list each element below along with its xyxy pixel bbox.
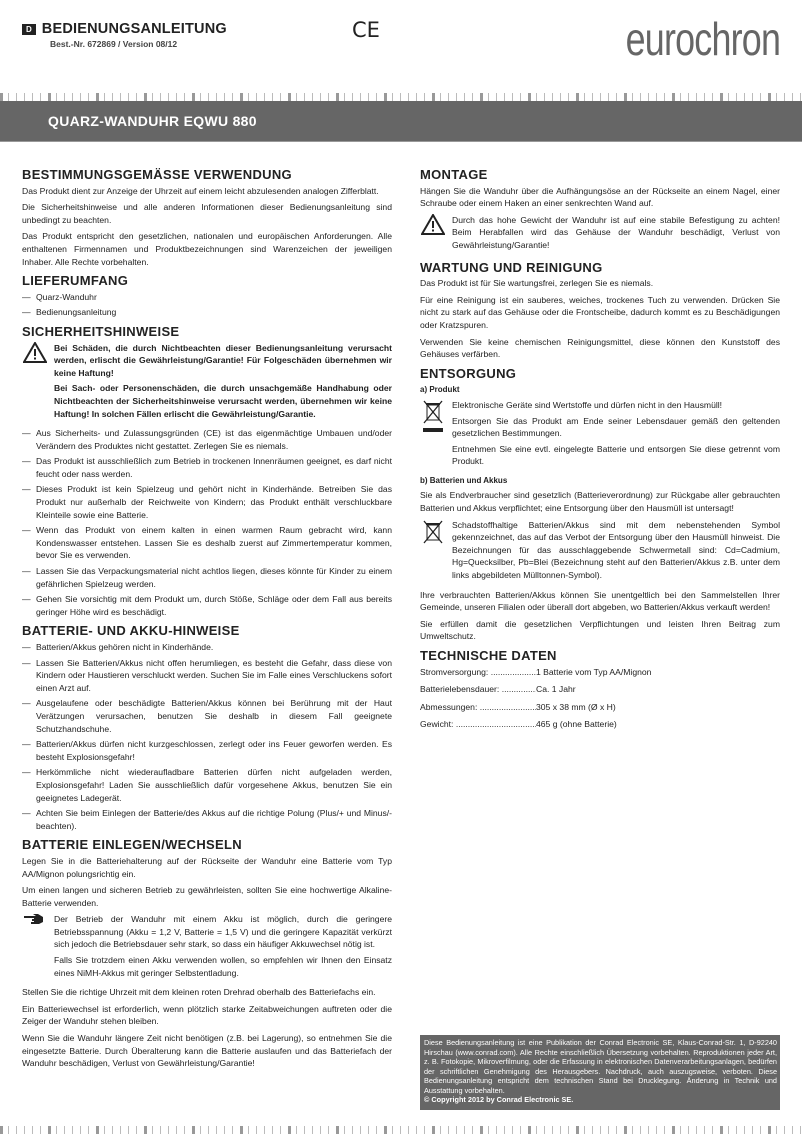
note-paragraph: Bei Sach- oder Personenschäden, die durch unsachgemäße Handhabung oder Nichtbeachten der Sicherheitshinweise verursacht werden, übernehmen wir keine Haftung! In solchen Fällen erlischt die Gewährleistung/Garantie. [54, 383, 392, 419]
section-heading: SICHERHEITSHINWEISE [22, 323, 180, 339]
list-item [22, 427, 392, 452]
list-item-text: Wenn das Produkt von einem kalten in einen warmen Raum gebracht wird, kann Kondenswasser entstehen. Lassen Sie es deshalb zuerst auf Zimmertemperatur kommen, bevor Sie es verwenden. [36, 525, 392, 561]
list-item [22, 593, 392, 618]
list-item [22, 565, 392, 590]
order-number: Best.-Nr. 672869 / Version 08/12 [50, 39, 178, 49]
list-item-text: Achten Sie beim Einlegen der Batterie/des Akkus auf die richtige Polung (Plus/+ und Minus/- beachten). [36, 808, 392, 831]
ruler-divider-bottom [0, 1126, 802, 1134]
list-item-text: Batterien/Akkus gehören nicht in Kinderhände. [36, 642, 214, 652]
note-paragraph: Durch das hohe Gewicht der Wanduhr ist auf eine stabile Befestigung zu achten! Beim Herabfallen wird das Gehäuse der Wanduhr beschädigt, Verlust von Gewährleistung/Garantie! [452, 214, 780, 250]
paragraph: Sie als Endverbraucher sind gesetzlich (Batterieverordnung) zur Rückgabe aller gebrauchten Batterien und Akkus verpflichtet; eine Entsorgung über den Hausmüll ist untersagt! [420, 490, 780, 514]
note-paragraph: Entsorgen Sie das Produkt am Ende seiner Lebensdauer gemäß den geltenden gesetzlichen Bestimmungen. [452, 415, 780, 439]
header-label [22, 21, 227, 37]
spec-row [420, 701, 780, 714]
spec-label: Gewicht: ..... [420, 718, 536, 731]
paragraph: Verwenden Sie keine chemischen Reinigungsmittel, diese können den Kunststoff des Gehäuses verfärben. [420, 336, 780, 360]
paragraph: Das Produkt dient zur Anzeige der Uhrzeit auf einem leicht abzulesenden analogen Zifferblatt. [22, 185, 379, 196]
warning-note [420, 214, 780, 255]
paragraph: Hängen Sie die Wanduhr über die Aufhängungsöse an der Rückseite an einem Nagel, einer Schraube oder einem Haken an einer senkrechten Wand auf. [420, 185, 780, 209]
list-item-text: Herkömmliche nicht wiederaufladbare Batterien dürfen nicht aufgeladen werden, Explosionsgefahr! Laden Sie ausschließlich dafür vorgesehene Akkus, benutzen Sie ein geeignetes Ladegerät. [36, 767, 392, 803]
section-heading: BESTIMMUNGSGEMÄSSE VERWENDUNG [22, 167, 292, 182]
list-item [22, 483, 392, 521]
ce-mark: CE [352, 18, 380, 42]
section-heading: WARTUNG UND REINIGUNG [420, 259, 603, 275]
right-column [420, 162, 780, 736]
subsection-heading: b) Batterien und Akkus [420, 475, 508, 485]
bullet-dash-icon: — [22, 525, 31, 536]
list-item [22, 738, 392, 763]
disposal-note [420, 399, 780, 471]
list-item-text: Gehen Sie vorsichtig mit dem Produkt um, durch Stöße, Schläge oder dem Fall aus bereits geringer Höhe wird es beschädigt. [36, 594, 392, 617]
spec-value: Ca. 1 Jahr [536, 684, 576, 695]
note-paragraph: Der Betrieb der Wanduhr mit einem Akku ist möglich, durch die geringere Betriebsspannung (Akku = 1,2 V, Batterie = 1,5 V) und die geringere Kapazität verkürzt sich jedoch die Betriebsdauer sehr stark, so dass ein häufiger Akkuwechsel nötig ist. [54, 914, 392, 950]
spec-value: 465 g (ohne Batterie) [536, 719, 617, 730]
bullet-dash-icon: — [22, 428, 31, 439]
left-column [22, 162, 392, 1074]
list-item-text: Bedienungsanleitung [36, 307, 117, 318]
pointing-hand-icon [22, 913, 48, 982]
bullet-dash-icon: — [22, 808, 31, 819]
list-item [22, 766, 392, 804]
spec-label: Abmessungen: ..... [420, 701, 536, 714]
publisher-notice [420, 1035, 780, 1110]
title-banner [0, 101, 802, 142]
section-heading: TECHNISCHE DATEN [420, 648, 557, 663]
warning-note [22, 342, 392, 424]
spec-value: 305 x 38 mm (Ø x H) [536, 701, 616, 712]
bullet-dash-icon: — [22, 698, 31, 709]
product-title: QUARZ-WANDUHR EQWU 880 [48, 113, 257, 129]
spec-row [420, 718, 780, 731]
paragraph: Stellen Sie die richtige Uhrzeit mit dem kleinen roten Drehrad oberhalb des Batteriefachs ein. [22, 987, 376, 998]
note-text [452, 519, 780, 585]
list-item [22, 524, 392, 562]
bullet-dash-icon: — [22, 307, 31, 318]
section-heading: ENTSORGUNG [420, 365, 517, 381]
bullet-dash-icon: — [22, 484, 31, 495]
spec-row [420, 666, 780, 679]
section-heading: BATTERIE- UND AKKU-HINWEISE [22, 623, 240, 639]
list-item-text: Quarz-Wanduhr [36, 291, 97, 302]
subsection-heading: a) Produkt [420, 385, 460, 395]
list-item-text: Ausgelaufene oder beschädigte Batterien/Akkus können bei Berührung mit der Haut Verätzungen verursachen, benutzen Sie deshalb in diesem Fall geeignete Schutzhandschuhe. [36, 698, 392, 734]
paragraph: Wenn Sie die Wanduhr längere Zeit nicht benötigen (z.B. bei Lagerung), so entnehmen Sie die eingesetzte Batterie. Durch Überalterung kann die Batterie auslaufen und das Batteriefach der Wanduhr beschädigen, Verlust von Gewährleistung/Garantie! [22, 1033, 392, 1069]
list-item [22, 807, 392, 832]
paragraph: Das Produkt ist für Sie wartungsfrei, zerlegen Sie es niemals. [420, 278, 654, 289]
list-item-text: Aus Sicherheits- und Zulassungsgründen (CE) ist das eigenmächtige Umbauen und/oder Verändern des Produktes nicht gestattet. Zerlegen Sie es niemals. [36, 428, 392, 451]
section-heading: LIEFERUMFANG [22, 273, 129, 289]
list-item-text: Das Produkt ist ausschließlich zum Betrieb in trockenen Innenräumen geeignet, es darf nicht feucht oder nass werden. [36, 456, 392, 479]
list-item [22, 306, 392, 319]
paragraph: Für eine Reinigung ist ein sauberes, weiches, trockenes Tuch zu verwenden. Drücken Sie nicht zu stark auf das Gehäuse oder die Frontscheibe, dadurch kommt es zu Beschädigungen oder Kratzspuren. [420, 294, 780, 330]
list-item-text: Batterien/Akkus dürfen nicht kurzgeschlossen, zerlegt oder ins Feuer geworfen werden. Es besteht Explosionsgefahr! [36, 739, 392, 762]
bullet-dash-icon: — [22, 767, 31, 778]
spec-value: 1 Batterie vom Typ AA/Mignon [536, 666, 652, 677]
crossed-out-bin-icon [420, 519, 446, 585]
note-paragraph: Elektronische Geräte sind Wertstoffe und dürfen nicht in den Hausmüll! [452, 399, 723, 410]
list-item [22, 657, 392, 695]
spec-label: Batterielebensdauer: ..... [420, 683, 536, 696]
list-item [22, 291, 392, 304]
language-badge: D [22, 24, 36, 35]
paragraph: Um einen langen und sicheren Betrieb zu gewährleisten, sollten Sie eine hochwertige Alkaline-Batterie verwenden. [22, 885, 392, 908]
bullet-dash-icon: — [22, 739, 31, 750]
list-item-text: Dieses Produkt ist kein Spielzeug und gehört nicht in Kinderhände. Betreiben Sie das Produkt nur außerhalb der Reichweite von Kindern; das Produkt enthält verschluckbare Kleinteile sowie eine Batterie. [36, 484, 392, 520]
bullet-dash-icon: — [22, 566, 31, 577]
section-heading: MONTAGE [420, 167, 488, 182]
paragraph: Sie erfüllen damit die gesetzlichen Verpflichtungen und leisten Ihren Beitrag zum Umweltschutz. [420, 618, 780, 642]
list-item-text: Lassen Sie das Verpackungsmaterial nicht achtlos liegen, dieses könnte für Kinder zu einem gefährlichen Spielzeug werden. [36, 566, 392, 589]
bullet-dash-icon: — [22, 657, 31, 668]
paragraph: Ihre verbrauchten Batterien/Akkus können Sie unentgeltlich bei den Sammelstellen Ihrer Gemeinde, unseren Filialen oder überall dort abgeben, wo Batterien/Akkus verkauft werden! [420, 589, 780, 613]
publisher-text: Diese Bedienungsanleitung ist eine Publikation der Conrad Electronic SE, Klaus-Conrad-Str. 1, D-92240 Hirschau (www.conrad.com). Alle Rechte einschließlich Übersetzung vorbehalten. Reproduktionen jeder Art, z. B. Fotokopie, Mikroverfilmung, oder die Erfassung in elektronischen Datenverarbeitungsanlagen, bedürfen der schriftlichen Genehmigung des Herausgebers. Nachdruck, auch auszugsweise, verboten. Diese Bedienungsanleitung entspricht dem technischen Stand bei Drucklegung. Änderung in Technik und Ausstattung vorbehalten. [424, 1038, 777, 1095]
list-item-text: Lassen Sie Batterien/Akkus nicht offen herumliegen, es besteht die Gefahr, dass diese von Kindern oder Haustieren verschluckt werden. Suchen Sie im Falle eines Verschluckens sofort einen Arzt auf. [36, 657, 392, 693]
list-item [22, 697, 392, 735]
ruler-divider-top [0, 93, 802, 101]
brand-logo: eurochron [625, 13, 780, 65]
document-type: BEDIENUNGSANLEITUNG [41, 21, 227, 37]
bullet-dash-icon: — [22, 291, 31, 302]
bullet-dash-icon: — [22, 642, 31, 652]
spec-row [420, 683, 780, 696]
list-item [22, 641, 392, 654]
crossed-out-bin-icon [420, 399, 446, 471]
note-text [54, 342, 392, 424]
paragraph: Die Sicherheitshinweise und alle anderen Informationen dieser Bedienungsanleitung sind unbedingt zu beachten. [22, 202, 392, 225]
note-text [452, 214, 780, 255]
list-item [22, 455, 392, 480]
copyright: © Copyright 2012 by Conrad Electronic SE. [424, 1095, 574, 1104]
bullet-dash-icon: — [22, 594, 31, 605]
paragraph: Ein Batteriewechsel ist erforderlich, wenn plötzlich starke Zeitabweichungen auftreten oder die Zeiger der Wanduhr stehen bleiben. [22, 1003, 392, 1027]
spec-label: Stromversorgung: ..... [420, 666, 536, 679]
note-paragraph: Falls Sie trotzdem einen Akku verwenden wollen, so empfehlen wir Ihnen den Einsatz eines NiMH-Akkus mit geringer Selbstentladung. [54, 955, 392, 978]
note-paragraph: Schadstoffhaltige Batterien/Akkus sind mit dem nebenstehenden Symbol gekennzeichnet, das auf das Verbot der Entsorgung über den Hausmüll hinweist. Die Bezeichnungen für das ausschlaggebende Schwermetall sind: Cd=Cadmium, Hg=Quecksilber, Pb=Blei (Bezeichnung steht auf den Batterien/Akkus z.B. unter dem links abgebildeten Mülltonnen-Symbol). [452, 519, 780, 581]
paragraph: Legen Sie in die Batteriehalterung auf der Rückseite der Wanduhr eine Batterie vom Typ AA/Mignon polungsrichtig ein. [22, 855, 392, 879]
note-paragraph: Bei Schäden, die durch Nichtbeachten dieser Bedienungsanleitung verursacht werden, erlischt die Gewährleistung/Garantie! Für Folgeschäden übernehmen wir keine Haftung! [54, 342, 392, 378]
note-text [452, 399, 780, 471]
note-paragraph: Entnehmen Sie eine evtl. eingelegte Batterie und entsorgen Sie diese getrennt vom Produkt. [452, 443, 780, 467]
bullet-dash-icon: — [22, 456, 31, 467]
paragraph: Das Produkt entspricht den gesetzlichen, nationalen und europäischen Anforderungen. Alle enthaltenen Firmennamen und Produktbezeichnungen sind Warenzeichen der jeweiligen Inhaber. Alle Rechte vorbehalten. [22, 231, 392, 267]
warning-triangle-icon [22, 342, 48, 424]
hint-note [22, 913, 392, 982]
warning-triangle-icon [420, 214, 446, 255]
section-heading: BATTERIE EINLEGEN/WECHSELN [22, 837, 242, 853]
disposal-note [420, 519, 780, 585]
note-text [54, 913, 392, 982]
